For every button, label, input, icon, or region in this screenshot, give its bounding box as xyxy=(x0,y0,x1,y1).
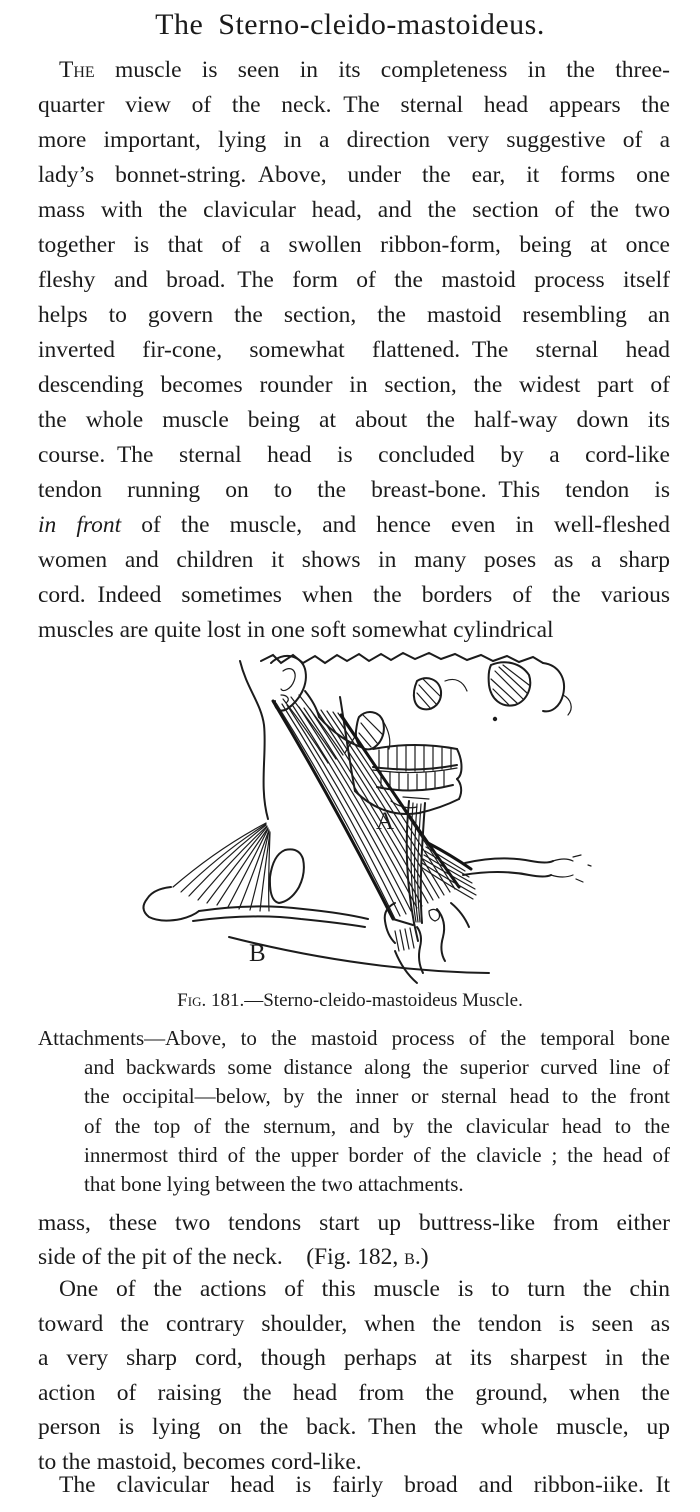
text-line: inverted fir-cone, somewhat flattened. The sternal head xyxy=(38,337,670,363)
figure-illustration xyxy=(133,651,595,985)
text-line: helps to govern the section, the mastoid resembling an xyxy=(38,302,670,328)
text-line: toward the contrary shoulder, when the tendon is seen as xyxy=(38,1310,670,1337)
text-line: and backwards some distance along the superior curved line of xyxy=(84,1055,670,1080)
figure-label-b: B xyxy=(249,940,266,967)
attachments-note xyxy=(38,1024,670,1199)
text-line: side of the pit of the neck. (Fig. 182, b.) xyxy=(38,1244,429,1270)
text-line: a very sharp cord, though perhaps at its sharpest in the xyxy=(38,1345,670,1371)
text-line: women and children it shows in many poses as a sharp xyxy=(38,547,670,573)
ink-dot xyxy=(493,717,497,721)
text-line: descending becomes rounder in section, the widest part of xyxy=(38,372,670,398)
text-line: course. The sternal head is concluded by a cord-like xyxy=(38,442,670,468)
page-title: The Sterno-cleido-mastoideus. xyxy=(155,8,545,41)
text-line: in front of the muscle, and hence even in well-fleshed xyxy=(38,512,670,538)
text-line: more important, lying in a direction very suggestive of a xyxy=(38,127,670,153)
figure-label-a: A xyxy=(376,808,395,835)
text-line: innermost third of the upper border of the clavicle ; the head of xyxy=(84,1142,670,1167)
text-line: together is that of a swollen ribbon-form, being at once xyxy=(38,232,670,258)
paragraph-2 xyxy=(38,1206,670,1274)
text-line: the occipital—below, by the inner or sternal head to the front xyxy=(84,1084,670,1109)
text-line: fleshy and broad. The form of the mastoid process itself xyxy=(38,267,670,293)
text-line: action of raising the head from the ground, when the xyxy=(38,1379,670,1406)
text-line: The muscle is seen in its completeness in the three- xyxy=(59,57,670,83)
text-line: quarter view of the neck. The sternal head appears the xyxy=(38,92,670,118)
text-line: mass with the clavicular head, and the section of the two xyxy=(38,197,670,223)
paragraph-3 xyxy=(38,1272,670,1479)
text-line: mass, these two tendons start up buttress-like from either xyxy=(38,1210,670,1236)
text-line: that bone lying between the two attachments. xyxy=(84,1172,464,1197)
figure-caption xyxy=(0,990,700,1012)
text-line: Fig. 181.—Sterno-cleido-mastoideus Muscle. xyxy=(177,990,523,1011)
text-line: The clavicular head is fairly broad and ribbon-iike. It xyxy=(59,1472,670,1498)
text-line: to the mastoid, becomes cord-like. xyxy=(38,1448,362,1475)
paragraph-1 xyxy=(38,53,670,648)
text-line: One of the actions of this muscle is to turn the chin xyxy=(59,1276,670,1302)
text-line: the whole muscle being at about the half-way down its xyxy=(38,407,670,433)
paragraph-4 xyxy=(38,1468,670,1503)
text-line: Attachments—Above, to the mastoid process of the temporal bone xyxy=(38,1026,670,1050)
text-line: muscles are quite lost in one soft somewhat cylindrical xyxy=(38,617,554,643)
anatomy-drawing xyxy=(133,651,595,985)
text-line: tendon running on to the breast-bone. This tendon is xyxy=(38,477,670,503)
text-line: of the top of the sternum, and by the clavicular head to the xyxy=(84,1113,670,1138)
text-line: lady’s bonnet-string. Above, under the ear, it forms one xyxy=(38,162,670,188)
text-line: person is lying on the back. Then the whole muscle, up xyxy=(38,1414,670,1440)
text-line: cord. Indeed sometimes when the borders of the various xyxy=(38,582,670,608)
